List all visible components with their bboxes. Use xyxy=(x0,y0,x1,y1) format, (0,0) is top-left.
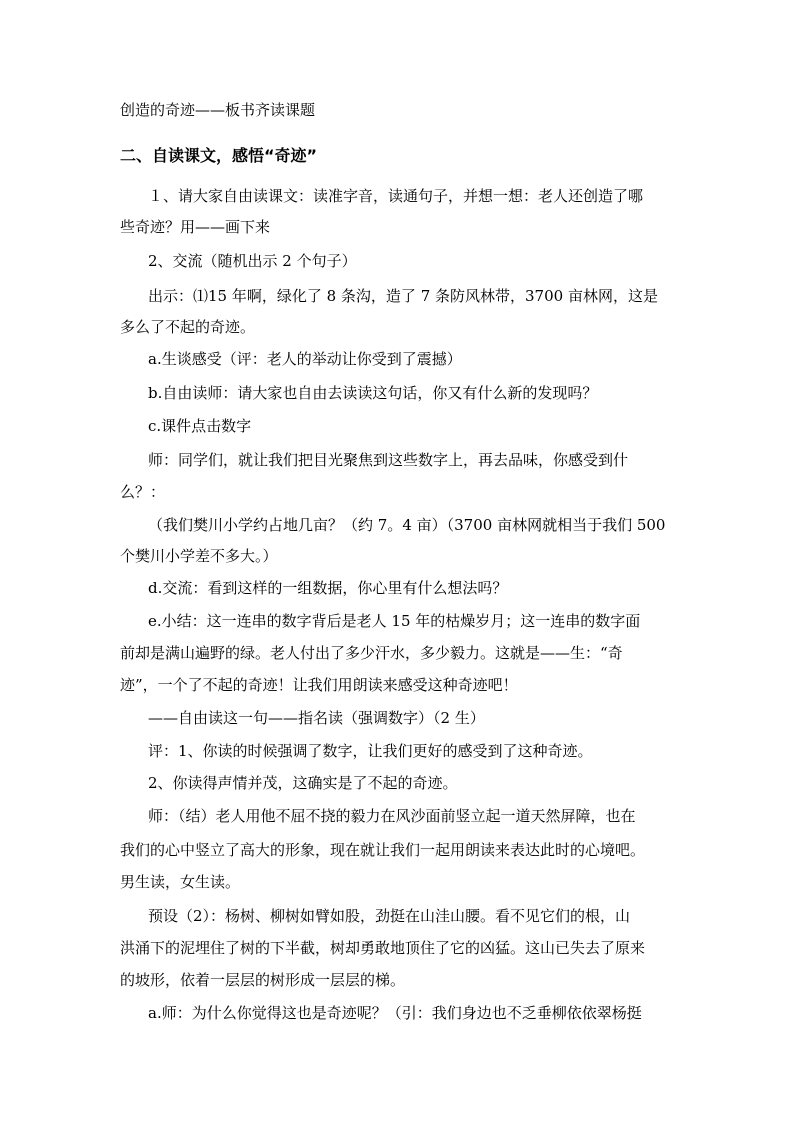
paragraph-line: 男生读，女生读。 xyxy=(120,873,241,891)
paragraph-line: 预设（2）：杨树、柳树如臂如股，劲挺在山洼山腰。看不见它们的根，山 xyxy=(148,907,631,925)
paragraph-line: a.生谈感受（评：老人的举动让你受到了震撼） xyxy=(148,350,462,368)
paragraph-line: a.师：为什么你觉得这也是奇迹呢？（引：我们身边也不乏垂柳依依翠杨挺 xyxy=(148,1004,642,1022)
paragraph-line: 我们的心中竖立了高大的形象，现在就让我们一起用朗读来表达此时的心境吧。 xyxy=(120,841,646,859)
paragraph-line: 师：同学们，就让我们把目光聚焦到这些数字上，再去品味，你感受到什 xyxy=(148,451,629,469)
board-title-line: 创造的奇迹——板书齐读课题 xyxy=(120,101,316,119)
paragraph-line: 出示：⑴15 年啊，绿化了 8 条沟，造了 7 条防风林带，3700 亩林网，这是 xyxy=(148,287,658,305)
paragraph-line: 么？： xyxy=(120,483,166,501)
paragraph-line: 前却是满山遍野的绿。老人付出了多少汗水，多少毅力。这就是——生：“奇 xyxy=(120,644,623,662)
paragraph-line: （我们樊川小学约占地几亩？（约 7。4 亩）（3700 亩林网就相当于我们 500 xyxy=(148,516,666,534)
paragraph-line: １、请大家自由读课文：读准字音，读通句子，并想一想：老人还创造了哪 xyxy=(148,187,644,205)
paragraph-line: 洪涌下的泥埋住了树的下半截，树却勇敢地顶住了它的凶猛。这山已失去了原来 xyxy=(120,939,646,957)
paragraph-line: 的坡形，依着一层层的树形成一层层的梯。 xyxy=(120,971,406,989)
section-heading: 二、自读课文，感悟“奇迹” xyxy=(120,146,318,165)
paragraph-line: 多么了不起的奇迹。 xyxy=(120,318,256,336)
paragraph-line: 个樊川小学差不多大。） xyxy=(120,547,278,565)
paragraph-line: 2、交流（随机出示 2 个句子） xyxy=(148,252,357,270)
paragraph-line: ——自由读这一句——指名读（强调数字）（2 生） xyxy=(148,709,485,727)
paragraph-line: e.小结：这一连串的数字背后是老人 15 年的枯燥岁月；这一连串的数字面 xyxy=(148,612,641,630)
paragraph-line: 迹”，一个了不起的奇迹！让我们用朗读来感受这种奇迹吧！ xyxy=(120,676,518,694)
paragraph-line: b.自由读师：请大家也自由去读读这句话，你又有什么新的发现吗？ xyxy=(148,384,598,402)
paragraph-line: 2、你读得声情并茂，这确实是了不起的奇迹。 xyxy=(148,774,458,792)
paragraph-line: d.交流：看到这样的一组数据，你心里有什么想法吗？ xyxy=(148,579,508,597)
paragraph-line: c.课件点击数字 xyxy=(148,417,252,435)
paragraph-line: 评：1、你读的时候强调了数字，让我们更好的感受到了这种奇迹。 xyxy=(148,742,593,760)
paragraph-line: 些奇迹？用——画下来 xyxy=(120,218,271,236)
paragraph-line: 师：（结）老人用他不屈不挠的毅力在风沙面前竖立起一道天然屏障，也在 xyxy=(148,807,636,825)
